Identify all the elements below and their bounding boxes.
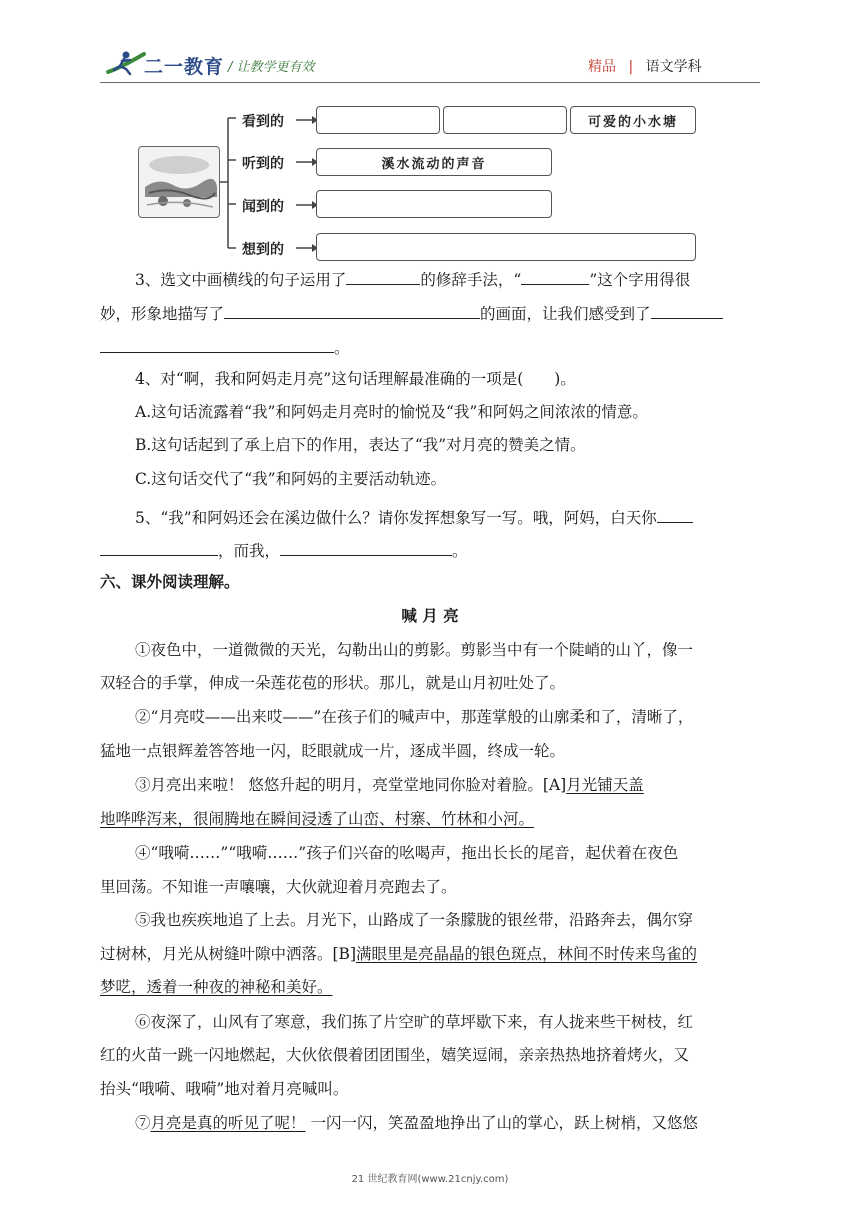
question-4-option-c[interactable]: C.这句话交代了“我”和阿妈的主要活动轨迹。 bbox=[135, 470, 447, 488]
paragraph-7-line-1: ⑦月亮是真的听见了呢！ 一闪一闪，笑盈盈地挣出了山的掌心，跃上树梢，又悠悠 bbox=[135, 1114, 698, 1132]
subject-label: 语文学科 bbox=[645, 59, 702, 75]
answer-box-seen-2[interactable] bbox=[443, 106, 567, 134]
paragraph-6-line-3: 抬头“哦嗬、哦嗬”地对着月亮喊叫。 bbox=[100, 1080, 349, 1098]
section-6-heading: 六、课外阅读理解。 bbox=[100, 573, 240, 591]
answer-box-heard: 溪水流动的声音 bbox=[316, 148, 552, 176]
page-footer: 21 世纪教育网(www.21cnjy.com) bbox=[351, 1174, 509, 1185]
question-4-option-b[interactable]: B.这句话起到了承上启下的作用，表达了“我”对月亮的赞美之情。 bbox=[135, 436, 586, 454]
paragraph-6-line-1: ⑥夜深了，山风有了寒意，我们拣了片空旷的草坪歇下来，有人拢来些干树枝，红 bbox=[135, 1013, 694, 1031]
question-4-option-a[interactable]: A.这句话流露着“我”和阿妈走月亮时的愉悦及“我”和阿妈之间浓浓的情意。 bbox=[135, 403, 648, 421]
question-4: 4、对“啊，我和阿妈走月亮”这句话理解最准确的一项是( )。 bbox=[135, 370, 576, 388]
blank-feeling-1[interactable] bbox=[651, 300, 723, 319]
blank-me[interactable] bbox=[280, 537, 452, 556]
paragraph-2-line-2: 猛地一点银辉羞答答地一闪，眨眼就成一片，逐成半圆，终成一轮。 bbox=[100, 742, 566, 760]
blank-word[interactable] bbox=[521, 266, 589, 285]
underlined-sentence-b-start: 满眼里是亮晶晶的银色斑点，林间不时传来鸟雀的 bbox=[356, 945, 698, 963]
paragraph-4-line-1: ④“哦嗬……”“哦嗬……”孩子们兴奋的吆喝声，拖出长长的尾音，起伏着在夜色 bbox=[135, 844, 679, 862]
question-3-line-1: 3、选文中画横线的句子运用了 的修辞手法，“ ”这个字用得很 bbox=[135, 266, 690, 291]
blank-mother-day-2[interactable] bbox=[100, 537, 218, 556]
blank-feeling-2[interactable] bbox=[100, 334, 334, 353]
paragraph-6-line-2: 红的火苗一跳一闪地燃起，大伙依偎着团团围坐，嬉笑逗闹，亲亲热热地挤着烤火，又 bbox=[100, 1046, 690, 1064]
underlined-sentence-a-end: 地哗哗泻来，很闹腾地在瞬间浸透了山峦、村寨、竹林和小河。 bbox=[100, 810, 535, 828]
blank-scene[interactable] bbox=[224, 300, 480, 319]
blank-mother-day-1[interactable] bbox=[657, 504, 693, 523]
quality-badge: 精品 bbox=[588, 59, 616, 75]
answer-box-smelled[interactable] bbox=[316, 190, 552, 218]
answer-box-seen-1[interactable] bbox=[316, 106, 440, 134]
paragraph-2-line-1: ②“月亮哎——出来哎——”在孩子们的喊声中，那莲掌般的山廓柔和了，清晰了， bbox=[135, 708, 694, 726]
paragraph-1-line-1: ①夜色中，一道微微的天光，勾勒出山的剪影。剪影当中有一个陡峭的山丫，像一 bbox=[135, 641, 694, 659]
logo-text: 二一教育 bbox=[144, 56, 225, 78]
diagram-label-thought: 想到的 bbox=[242, 242, 284, 258]
diagram-label-seen: 看到的 bbox=[242, 114, 284, 130]
question-3-line-2: 妙，形象地描写了 的画面，让我们感受到了 bbox=[100, 300, 723, 325]
diagram-label-heard: 听到的 bbox=[242, 156, 284, 172]
answer-box-thought[interactable] bbox=[316, 233, 696, 261]
question-5-line-1: 5、“我”和阿妈还会在溪边做什么？请你发挥想象写一写。哦，阿妈，白天你 bbox=[135, 504, 693, 529]
slogan: / 让教学更有效 bbox=[228, 60, 315, 75]
paragraph-1-line-2: 双轻合的手掌，伸成一朵莲花苞的形状。那儿，就是山月初吐处了。 bbox=[100, 674, 566, 692]
paragraph-3-line-1: ③月亮出来啦！ 悠悠升起的明月，亮堂堂地同你脸对着脸。[A]月光铺天盖 bbox=[135, 776, 644, 794]
header-separator: | bbox=[628, 59, 634, 75]
underlined-sentence-b-end: 梦呓，透着一种夜的神秘和美好。 bbox=[100, 978, 333, 996]
blank-rhetoric[interactable] bbox=[346, 266, 420, 285]
underlined-sentence-moon-heard: 月亮是真的听见了呢！ bbox=[150, 1114, 306, 1132]
underlined-sentence-a-start: 月光铺天盖 bbox=[566, 776, 644, 794]
diagram bbox=[0, 0, 860, 262]
question-3-line-3: 。 bbox=[100, 334, 350, 359]
paragraph-5-line-1: ⑤我也疾疾地追了上去。月光下，山路成了一条朦胧的银丝带，沿路奔去，偶尔穿 bbox=[135, 911, 694, 929]
paragraph-4-line-2: 里回荡。不知谁一声嚷嚷，大伙就迎着月亮跑去了。 bbox=[100, 878, 457, 896]
answer-box-seen-3: 可爱的小水塘 bbox=[570, 106, 696, 134]
question-5-line-2: ，而我， 。 bbox=[100, 537, 468, 562]
diagram-label-smelled: 闻到的 bbox=[242, 199, 284, 215]
article-title: 喊 月 亮 bbox=[401, 607, 459, 625]
paragraph-5-line-2: 过树林，月光从树缝叶隙中洒落。[B]满眼里是亮晶晶的银色斑点，林间不时传来鸟雀的 bbox=[100, 945, 698, 963]
